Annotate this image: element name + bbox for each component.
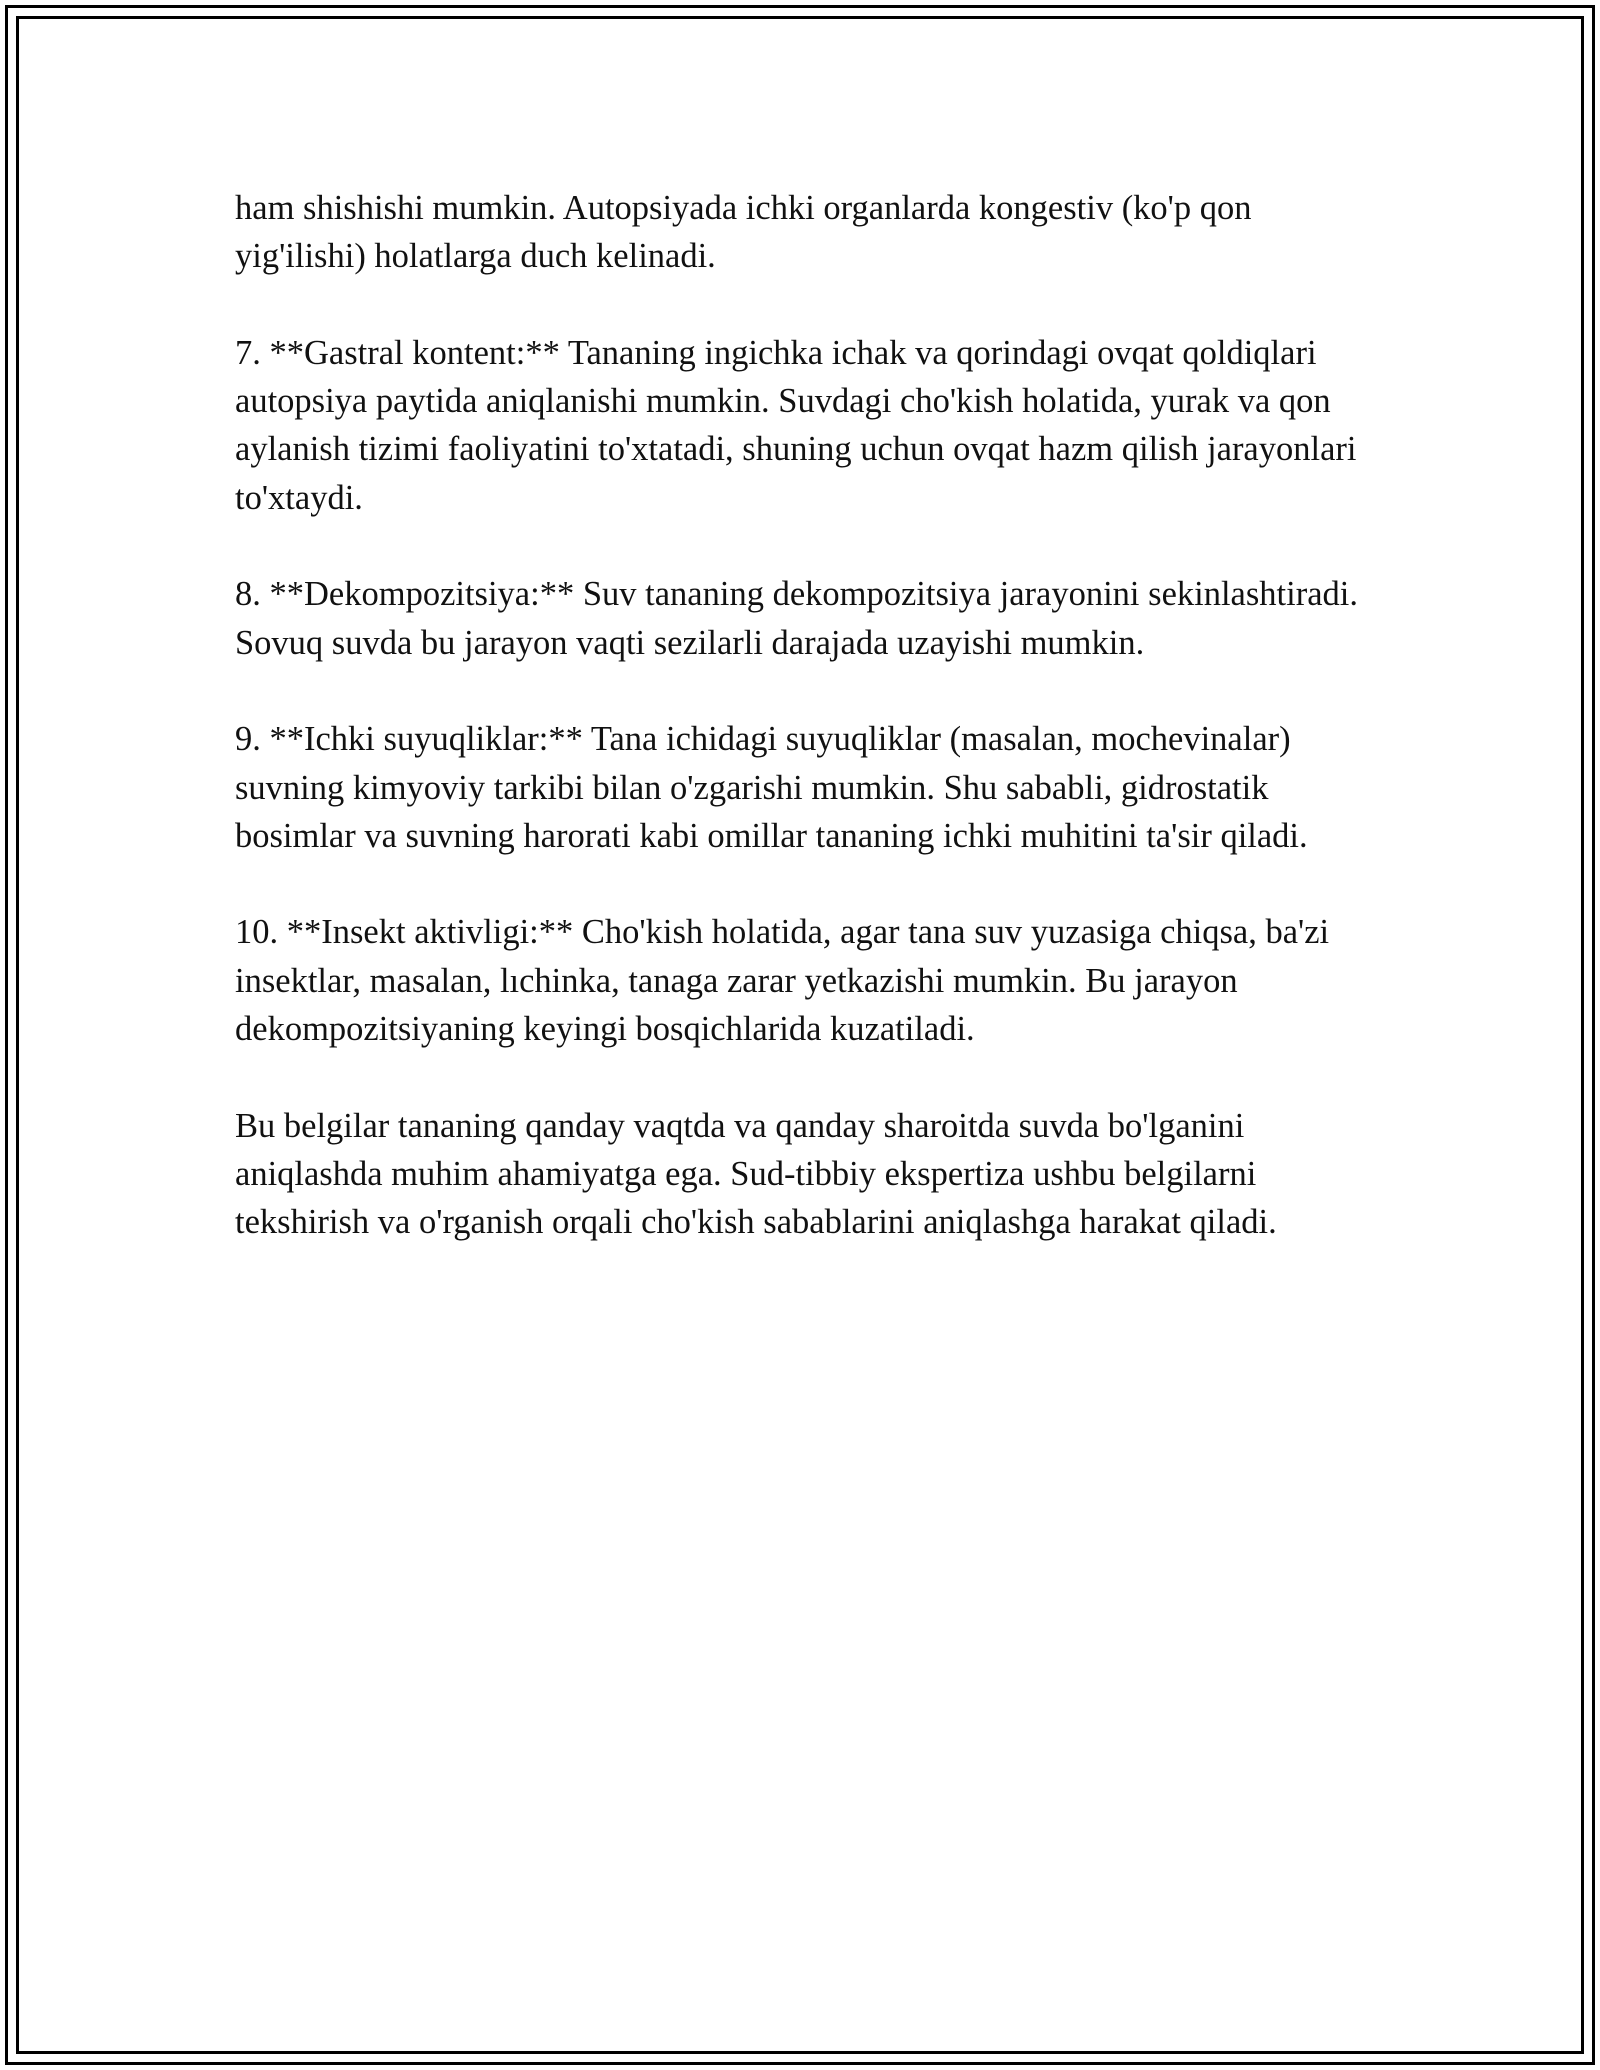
paragraph-gastral-kontent: 7. **Gastral kontent:** Tananing ingichka ichak va qorindagi ovqat qoldiqlari autopsiya paytida aniqlanishi mumkin. Suvdagi cho'kish holatida, yurak va qon aylanish tizimi faoliyatini to'xtatadi, shuning uchun ovqat hazm qilish jarayonlari to'xtaydi. bbox=[235, 333, 1357, 517]
paragraph-conclusion: Bu belgilar tananing qanday vaqtda va qanday sharoitda suvda bo'lganini aniqlashda muhim ahamiyatga ega. Sud-tibbiy ekspertiza ushbu belgilarni tekshirish va o'rganish orqali cho'kish sabablarini aniqlashga harakat qiladi. bbox=[235, 1106, 1277, 1242]
paragraph-ichki-suyuqliklar: 9. **Ichki suyuqliklar:** Tana ichidagi suyuqliklar (masalan, mochevinalar) suvning kimyoviy tarkibi bilan o'zgarishi mumkin. Shu sababli, gidrostatik bosimlar va suvning harorati kabi omillar tananing ichki muhitini ta'sir qiladi. bbox=[235, 720, 1308, 855]
paragraph-dekompozitsiya: 8. **Dekompozitsiya:** Suv tananing dekompozitsiya jarayonini sekinlashtiradi. Sovuq suvda bu jarayon vaqti sezilarli darajada uzayishi mumkin. bbox=[235, 575, 1358, 662]
paragraph-continuation: ham shishishi mumkin. Autopsiyada ichki organlarda kongestiv (ko'p qon yig'ilishi) holatlarga duch kelinadi. bbox=[235, 189, 1252, 276]
paragraph-insekt-aktivligi: 10. **Insekt aktivligi:** Cho'kish holatida, agar tana suv yuzasiga chiqsa, ba'zi insektlar, masalan, lıchinka, tanaga zarar yetkazishi mumkin. Bu jarayon dekompozitsiyaning keyingi bosqichlarida kuzatiladi. bbox=[235, 913, 1330, 1049]
document-body bbox=[235, 184, 1370, 1295]
